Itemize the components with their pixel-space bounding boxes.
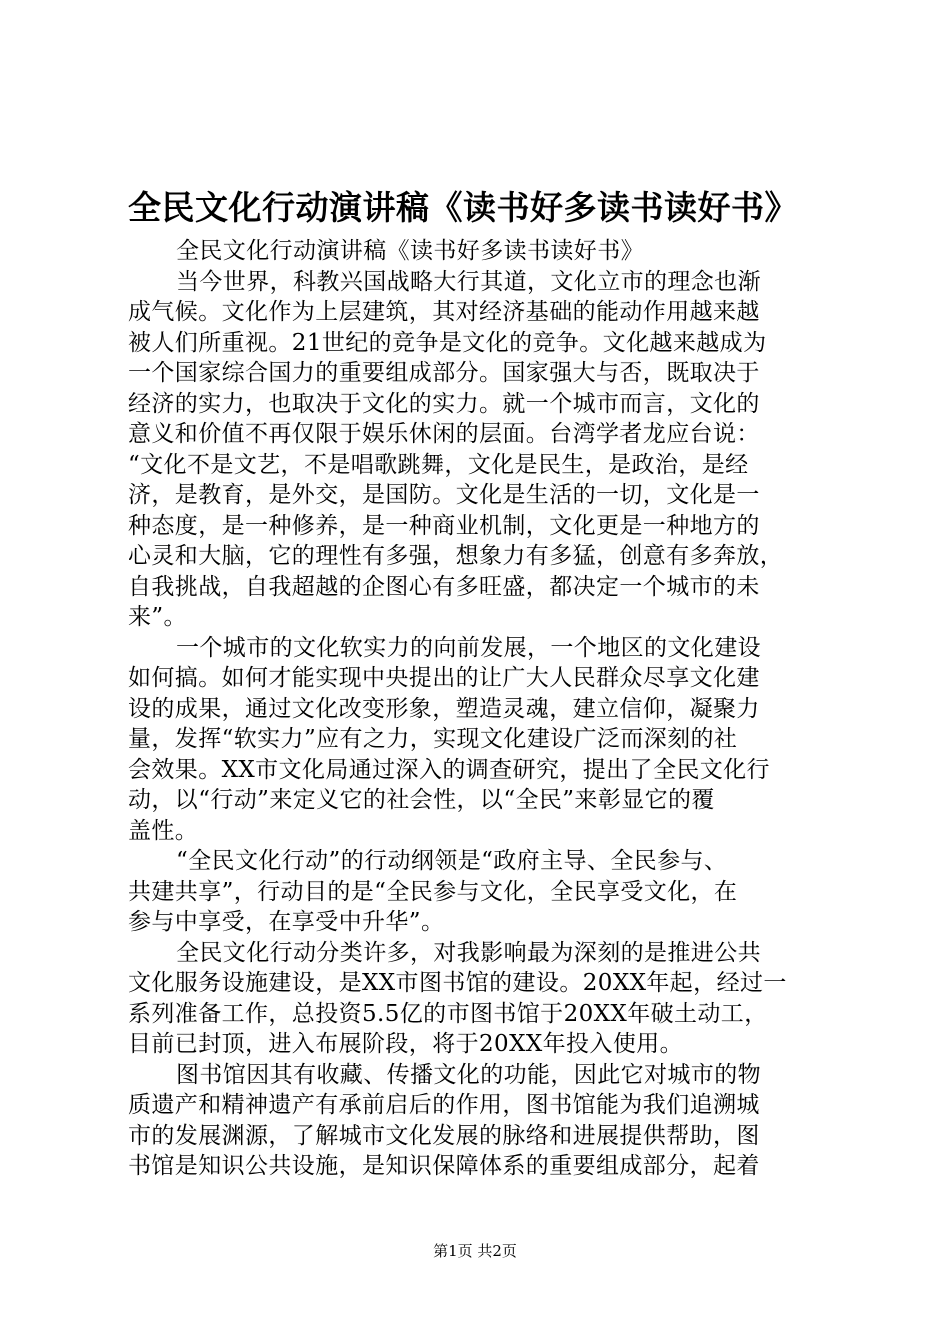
text-line: 会效果。XX市文化局通过深入的调查研究，提出了全民文化行 xyxy=(128,756,770,783)
text-line: 书馆是知识公共设施，是知识保障体系的重要组成部分，起着 xyxy=(128,1153,760,1179)
text-line: 心灵和大脑，它的理性有多强，想象力有多猛，创意有多奔放， xyxy=(128,543,784,569)
text-line: 意义和价值不再仅限于娱乐休闲的层面。台湾学者龙应台说： xyxy=(128,421,760,447)
text-line: 自我挑战，自我超越的企图心有多旺盛，都决定一个城市的未 xyxy=(128,573,760,600)
text-line: 文化服务设施建设，是XX市图书馆的建设。20XX年起，经过一 xyxy=(128,970,787,996)
text-line: 成气候。文化作为上层建筑，其对经济基础的能动作用越来越 xyxy=(128,299,760,325)
text-line: 质遗产和精神遗产有承前启后的作用，图书馆能为我们追溯城 xyxy=(128,1092,760,1118)
text-line: 市的发展渊源，了解城市文化发展的脉络和进展提供帮助，图 xyxy=(128,1122,760,1149)
document-body xyxy=(128,236,828,1182)
text-line: 目前已封顶，进入布展阶段，将于20XX年投入使用。 xyxy=(128,1031,684,1057)
text-line: 当今世界，科教兴国战略大行其道，文化立市的理念也渐 xyxy=(176,268,761,295)
text-line: 量，发挥“软实力”应有之力，实现文化建设广泛而深刻的社 xyxy=(128,726,738,752)
text-line: 种态度，是一种修养，是一种商业机制，文化更是一种地方的 xyxy=(128,512,760,539)
text-line: 来”。 xyxy=(128,604,187,630)
text-line: “文化不是文艺，不是唱歌跳舞，文化是民生，是政治，是经 xyxy=(128,451,749,478)
text-line: “全民文化行动”的行动纲领是“政府主导、全民参与、 xyxy=(176,848,728,874)
text-line: 共建共享”，行动目的是“全民参与文化，全民享受文化，在 xyxy=(128,878,738,905)
text-line: 全民文化行动演讲稿《读书好多读书读好书》 xyxy=(176,238,644,264)
text-line: 经济的实力，也取决于文化的实力。就一个城市而言，文化的 xyxy=(128,390,760,417)
page-footer: 第1页 共2页 xyxy=(433,1242,517,1260)
text-line: 参与中享受，在享受中升华”。 xyxy=(128,909,445,935)
text-line: 如何搞。如何才能实现中央提出的让广大人民群众尽享文化建 xyxy=(128,665,760,691)
text-line: 全民文化行动分类许多，对我影响最为深刻的是推进公共 xyxy=(176,939,761,966)
text-line: 被人们所重视。21世纪的竞争是文化的竞争。文化越来越成为 xyxy=(128,329,767,356)
text-line: 一个国家综合国力的重要组成部分。国家强大与否，既取决于 xyxy=(128,360,760,386)
document-title: 全民文化行动演讲稿《读书好多读书读好书》 xyxy=(128,188,798,227)
text-line: 动，以“行动”来定义它的社会性，以“全民”来彰显它的覆 xyxy=(128,787,715,813)
text-line: 图书馆因其有收藏、传播文化的功能，因此它对城市的物 xyxy=(176,1061,761,1088)
text-line: 系列准备工作，总投资5.5亿的市图书馆于20XX年破土动工， xyxy=(128,1000,768,1027)
text-line: 盖性。 xyxy=(128,817,199,844)
text-line: 一个城市的文化软实力的向前发展，一个地区的文化建设 xyxy=(176,634,761,661)
text-line: 设的成果，通过文化改变形象，塑造灵魂，建立信仰，凝聚力 xyxy=(128,695,760,722)
text-line: 济，是教育，是外交，是国防。文化是生活的一切，文化是一 xyxy=(128,482,760,508)
